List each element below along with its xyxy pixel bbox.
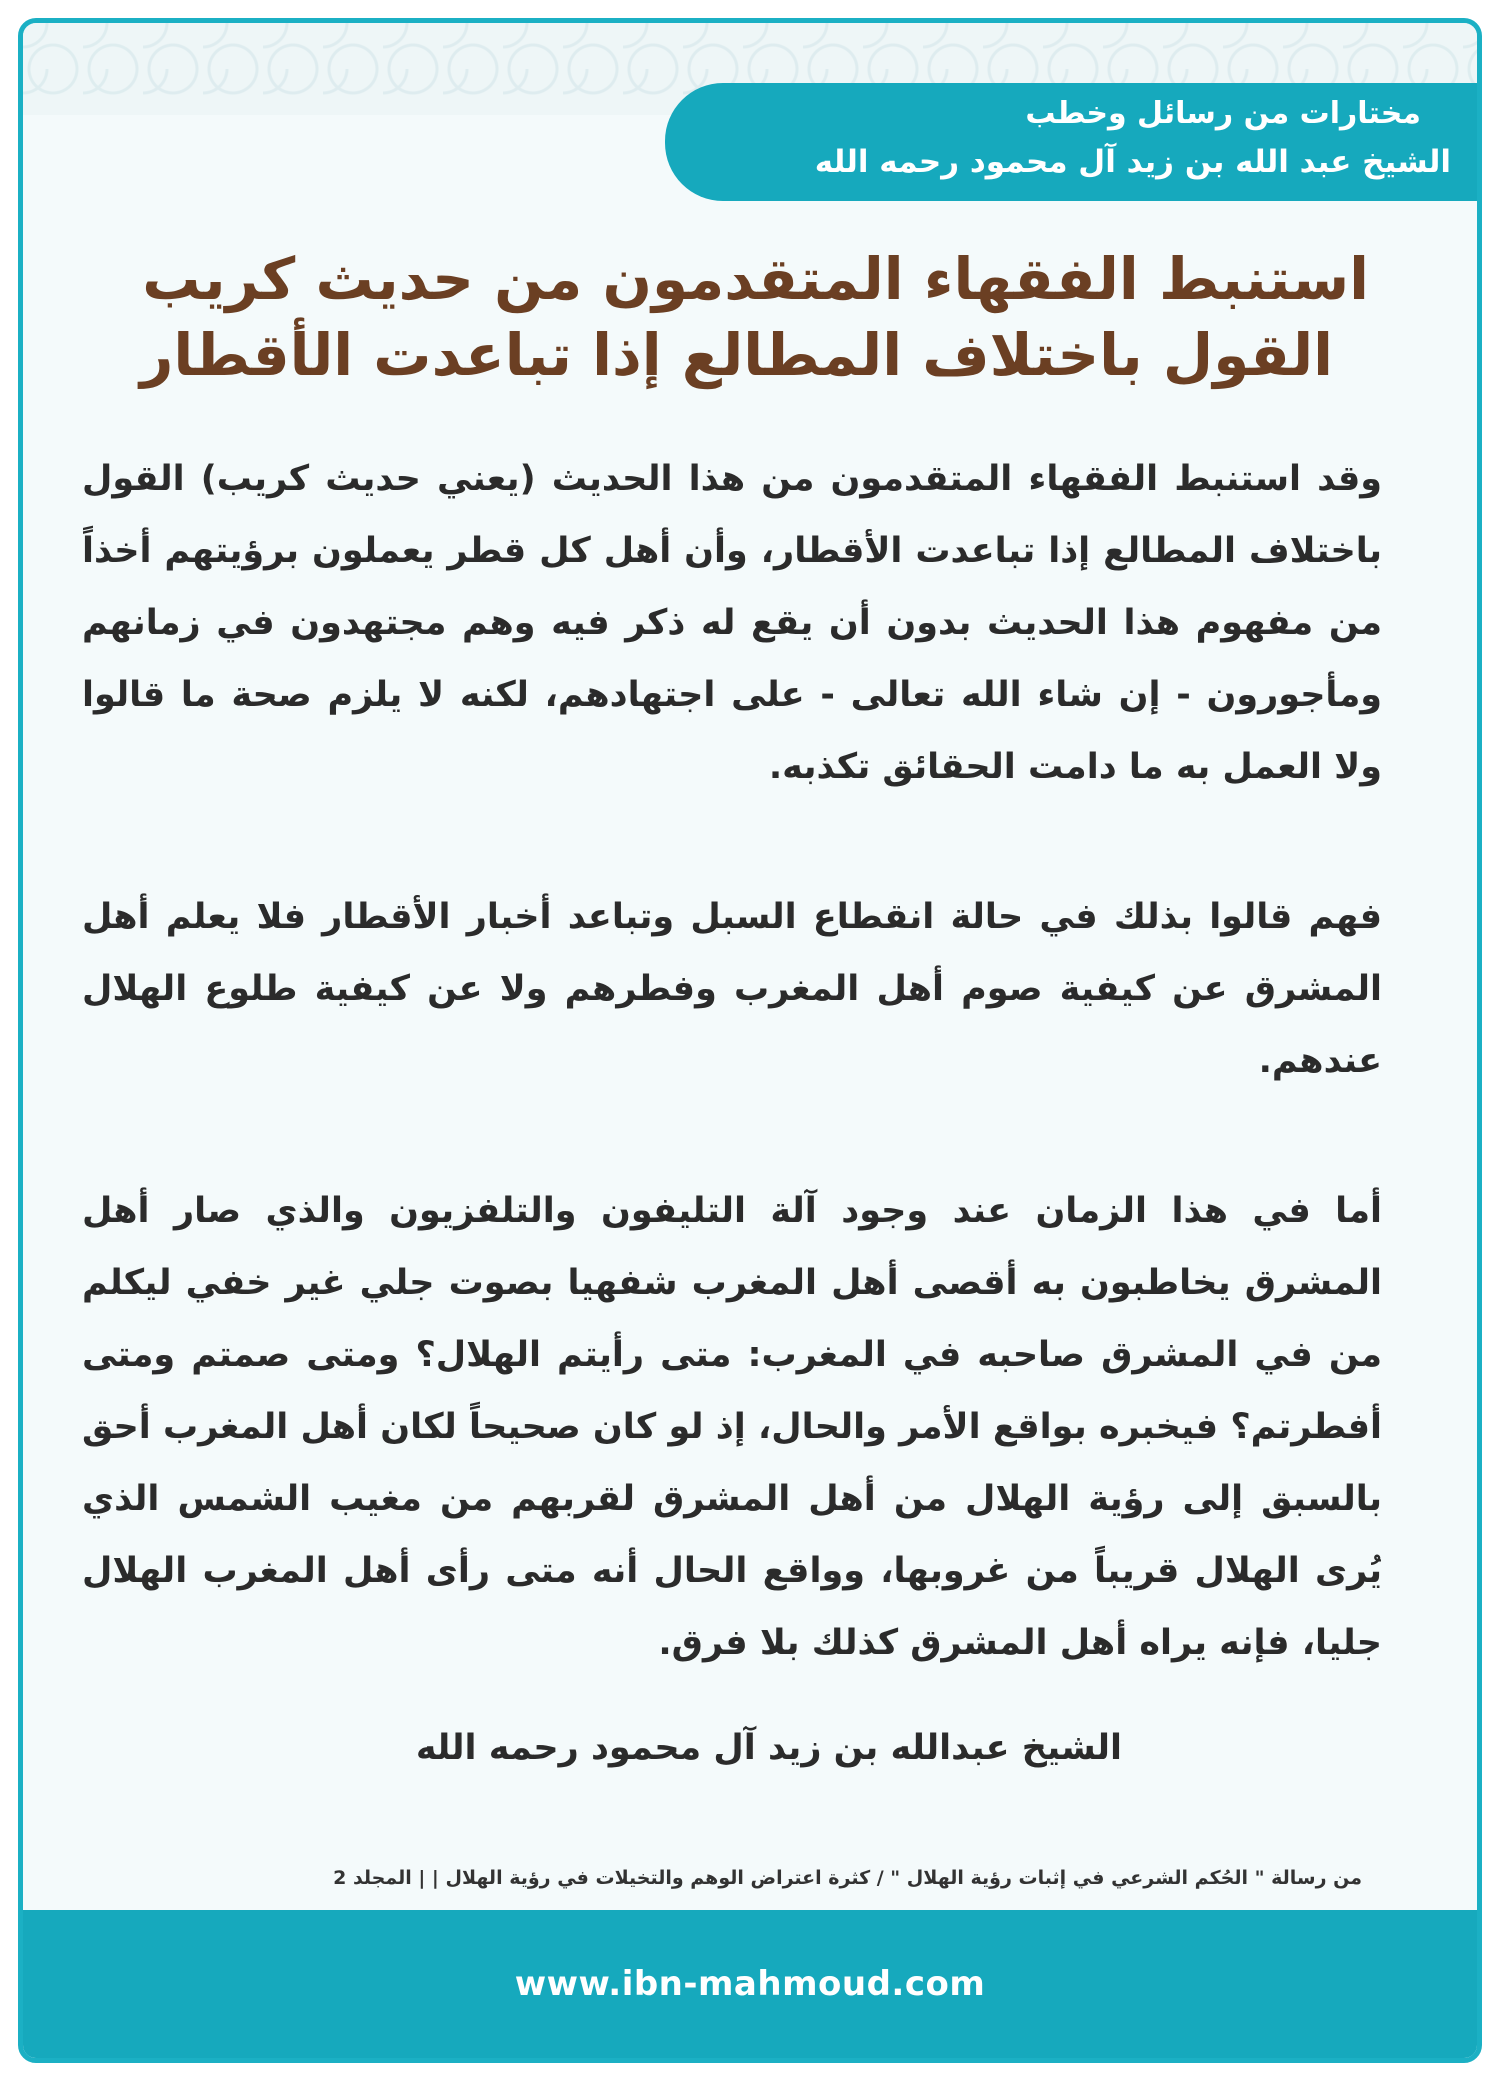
header-badge <box>665 83 1477 201</box>
title-line-2: القول باختلاف المطالع إذا تباعدت الأقطار <box>140 321 1333 389</box>
title-line-1: استنبط الفقهاء المتقدمون من حديث كريب <box>142 245 1369 313</box>
header-author-name: الشيخ عبد الله بن زيد آل محمود رحمه الله <box>814 144 1451 180</box>
paragraph-2: فهم قالوا بذلك في حالة انقطاع السبل وتباعد أخبار الأقطار فلا يعلم أهل المشرق عن كيفية صوم أهل المغرب وفطرهم ولا عن كيفية طلوع الهلال عندهم. <box>82 897 1382 1081</box>
website-link[interactable]: www.ibn-mahmoud.com <box>514 1964 986 2004</box>
page-frame <box>18 18 1482 2063</box>
header-series-title: مختارات من رسائل وخطب <box>1025 96 1421 131</box>
author-signature: الشيخ عبدالله بن زيد آل محمود رحمه الله <box>415 1728 1122 1768</box>
source-citation: من رسالة " الحُكم الشرعي في إثبات رؤية الهلال " / كثرة اعتراض الوهم والتخيلات في رؤية الهلال | | المجلد 2 <box>333 1867 1362 1889</box>
paragraph-3: أما في هذا الزمان عند وجود آلة التليفون والتلفزيون والذي صار أهل المشرق يخاطبون به أقصى أهل المغرب شفهيا بصوت جلي غير خفي ليكلم من في المشرق صاحبه في المغرب: متى رأيتم الهلال؟ ومتى صمتم ومتى أفطرتم؟ فيخبره بواقع الأمر والحال، إذ لو كان صحيحاً لكان أهل المغرب أحق بالسبق إلى رؤية الهلال من أهل المشرق لقربهم من مغيب الشمس الذي يُرى الهلال قريباً من غروبها، وواقع الحال أنه متى رأى أهل المغرب الهلال جليا، فإنه يراه أهل المشرق كذلك بلا فرق. <box>82 1191 1382 1663</box>
page-title <box>119 241 1369 393</box>
article-body <box>82 443 1382 1757</box>
paragraph-1: وقد استنبط الفقهاء المتقدمون من هذا الحديث (يعني حديث كريب) القول باختلاف المطالع إذا تباعدت الأقطار، وأن أهل كل قطر يعملون برؤيتهم أخذاً من مفهوم هذا الحديث بدون أن يقع له ذكر فيه وهم مجتهدون في زمانهم ومأجورون - إن شاء الله تعالى - على اجتهادهم، لكنه لا يلزم صحة ما قالوا ولا العمل به ما دامت الحقائق تكذبه. <box>82 459 1382 787</box>
footer-bar <box>23 1910 1477 2058</box>
